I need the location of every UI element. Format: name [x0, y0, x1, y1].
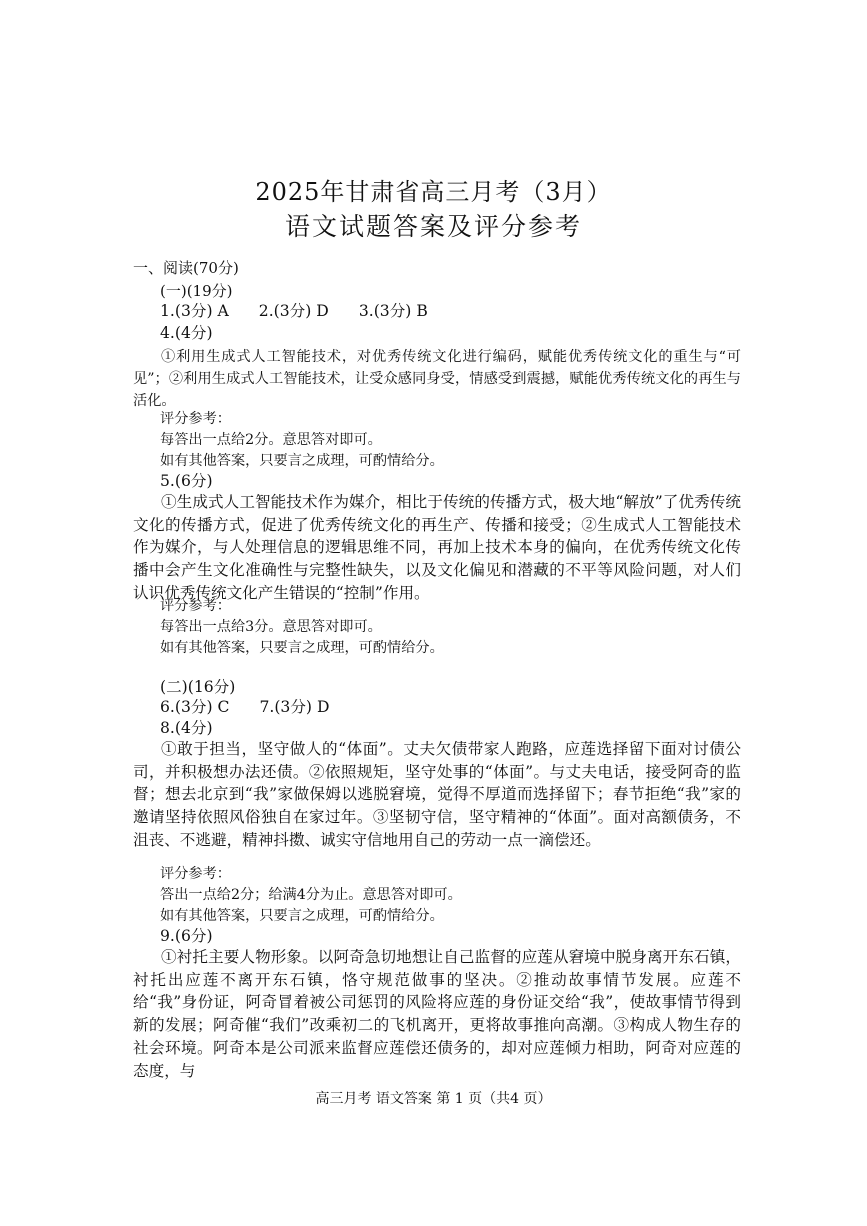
page-subtitle: 语文试题答案及评分参考 [284, 212, 582, 241]
q4-answer: ①利用生成式人工智能技术，对优秀传统文化进行编码，赋能优秀传统文化的重生与“可见”；②利用生成式人工智能技术，让受众感同身受，情感受到震撼，赋能优秀传统文化的再生与活化。 [133, 349, 741, 409]
answer-q7: 7.(3分) D [259, 698, 330, 716]
q9-heading: 9.(6分) [160, 927, 213, 945]
page-footer: 高三月考 语文答案 第 1 页（共4 页） [315, 1091, 552, 1107]
q5-answer: ①生成式人工智能技术作为媒介，相比于传统的传播方式，极大地“解放”了优秀传统文化的传播方式，促进了优秀传统文化的再生产、传播和接受；②生成式人工智能技术作为媒介，与人处理信息的逻辑思维不同，再加上技术本身的偏向，在优秀传统文化传播中会产生文化准确性与完整性缺失，以及文化偏见和潜藏的不平等风险问题，对人们认识优秀传统文化产生错误的“控制”作用。 [133, 493, 741, 602]
q4-scoring-2: 如有其他答案，只要言之成理，可酌情给分。 [160, 453, 444, 469]
q4-scoring-1: 每答出一点给2分。意思答对即可。 [160, 432, 382, 448]
q5-scoring-label: 评分参考： [160, 598, 231, 614]
part1-heading: (一)(19分) [160, 282, 233, 300]
answer-q1: 1.(3分) A [160, 302, 229, 320]
q4-scoring-label: 评分参考： [160, 411, 231, 427]
answers-row-1 [160, 301, 428, 321]
q8-scoring-1: 答出一点给2分；给满4分为止。意思答对即可。 [160, 887, 462, 903]
section-heading: 一、阅读(70分) [133, 259, 239, 277]
page-title: 2025年甘肃省高三月考（3月） [255, 178, 612, 206]
q8-heading: 8.(4分) [160, 719, 213, 737]
answer-q3: 3.(3分) B [358, 302, 428, 320]
q9-answer: ①衬托主要人物形象。以阿奇急切地想让自己监督的应莲从窘境中脱身离开东石镇，衬托出应莲不离开东石镇，恪守规范做事的坚决。②推动故事情节发展。应莲不给“我”身份证，阿奇冒着被公司惩罚的风险将应莲的身份证交给“我”，使故事情节得到新的发展；阿奇催“我们”改乘初二的飞机离开，更将故事推向高潮。③构成人物生存的社会环境。阿奇本是公司派来监督应莲偿还债务的，却对应莲倾力相助，阿奇对应莲的态度，与 [133, 948, 741, 1080]
q4-heading: 4.(4分) [160, 324, 213, 342]
part2-heading: (二)(16分) [160, 678, 236, 696]
answer-q6: 6.(3分) C [160, 698, 230, 716]
answer-q2: 2.(3分) D [258, 302, 329, 320]
q5-scoring-2: 如有其他答案，只要言之成理，可酌情给分。 [160, 640, 444, 656]
answers-row-2 [160, 697, 329, 717]
q8-answer: ①敢于担当，坚守做人的“体面”。丈夫欠债带家人跑路，应莲选择留下面对讨债公司，并积极想办法还债。②依照规矩，坚守处事的“体面”。与丈夫电话，接受阿奇的监督；想去北京到“我”家做保姆以逃脱窘境，觉得不厚道而选择留下；春节拒绝“我”家的邀请坚持依照风俗独自在家过年。③坚韧守信，坚守精神的“体面”。面对高额债务，不沮丧、不逃避，精神抖擞、诚实守信地用自己的劳动一点一滴偿还。 [133, 740, 741, 849]
q8-scoring-2: 如有其他答案，只要言之成理，可酌情给分。 [160, 908, 444, 924]
q5-scoring-1: 每答出一点给3分。意思答对即可。 [160, 619, 382, 635]
q5-heading: 5.(6分) [160, 472, 213, 490]
q8-scoring-label: 评分参考： [160, 866, 231, 882]
